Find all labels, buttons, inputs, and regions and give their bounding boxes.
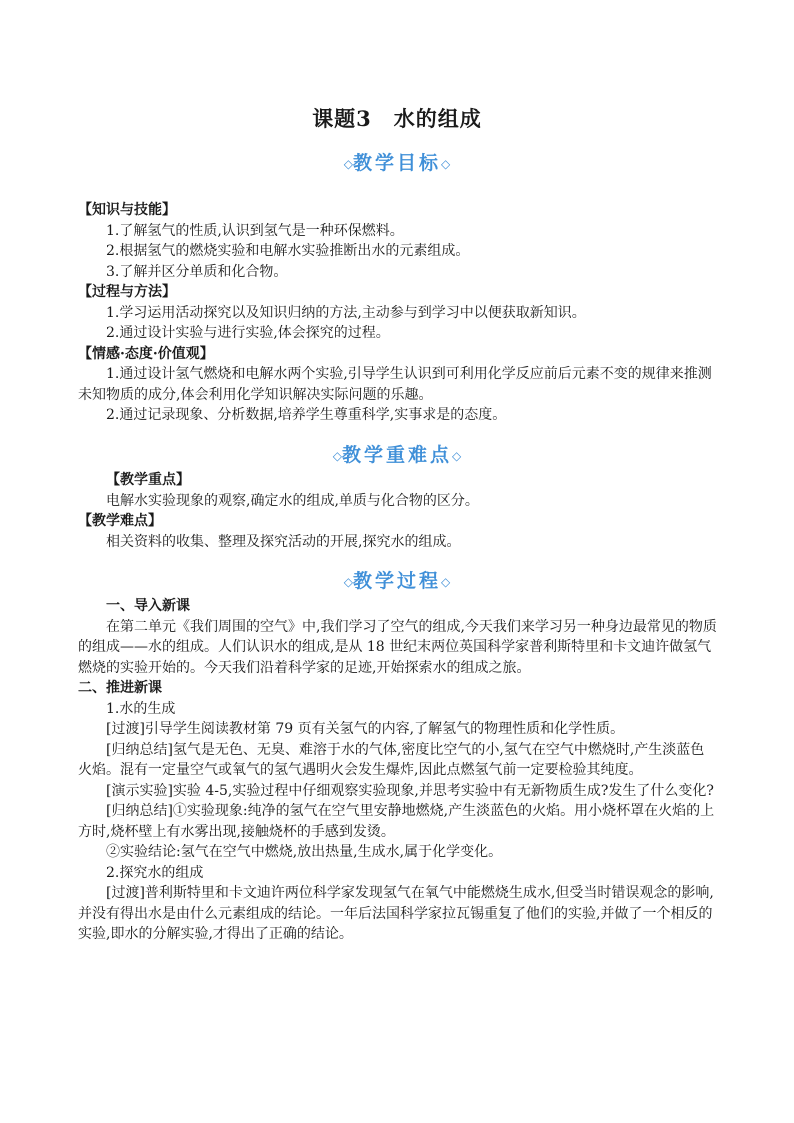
diamond-icon: ◇ — [441, 157, 451, 171]
section-heading-process — [0, 566, 794, 593]
difficulty-text: 相关资料的收集、整理及探究活动的开展,探究水的组成。 — [106, 533, 461, 550]
diamond-icon: ◇ — [343, 575, 353, 589]
knowledge-label: 【知识与技能】 — [78, 202, 176, 218]
diamond-icon: ◇ — [452, 449, 462, 463]
objectives-block — [78, 200, 718, 426]
part1-label: 一、导入新课 — [106, 598, 190, 614]
focus-text: 电解水实验现象的观察,确定水的组成,单质与化合物的区分。 — [106, 492, 479, 509]
keypoints-block — [78, 470, 718, 552]
method-label: 【过程与方法】 — [78, 284, 176, 300]
process-paragraph: [演示实验]实验 4-5,实验过程中仔细观察实验现象,并思考实验中有无新物质生成?发生了什么变化? — [106, 782, 714, 799]
diamond-icon: ◇ — [343, 157, 353, 171]
process-paragraph: [归纳总结]氢气是无色、无臭、难溶于水的气体,密度比空气的小,氢气在空气中燃烧时,产生淡蓝色火焰。混有一定量空气或氧气的氢气遇明火会发生爆炸,因此点燃氢气前一定要检验其纯度。 — [78, 741, 705, 778]
part1-text: 在第二单元《我们周围的空气》中,我们学习了空气的组成,今天我们来学习另一种身边最常见的物质的组成——水的组成。人们认识水的组成,是从 18 世纪末两位英国科学家普利斯特里和卡文迪许做氢气燃烧的实验开始的。今天我们沿着科学家的足迹,开始探索水的组成之旅。 — [78, 618, 717, 676]
focus-label: 【教学重点】 — [106, 472, 190, 488]
knowledge-item: 2.根据氢气的燃烧实验和电解水实验推断出水的元素组成。 — [106, 243, 470, 259]
section-heading-text: 教学目标 — [352, 152, 441, 174]
diamond-icon: ◇ — [332, 449, 342, 463]
section-heading-keypoints — [0, 440, 794, 467]
knowledge-item: 3.了解并区分单质和化合物。 — [106, 263, 288, 280]
subsection-title: 1.水的生成 — [106, 700, 176, 717]
process-block — [78, 596, 718, 945]
difficulty-label: 【教学难点】 — [78, 513, 162, 529]
page-title: 课题3 水的组成 — [312, 106, 482, 131]
method-item: 2.通过设计实验与进行实验,体会探究的过程。 — [106, 325, 390, 341]
subsection-title: 2.探究水的组成 — [106, 864, 204, 881]
method-item: 1.学习运用活动探究以及知识归纳的方法,主动参与到学习中以便获取新知识。 — [106, 304, 586, 321]
process-paragraph: ②实验结论:氢气在空气中燃烧,放出热量,生成水,属于化学变化。 — [106, 844, 503, 860]
knowledge-item: 1.了解氢气的性质,认识到氢气是一种环保燃料。 — [106, 222, 404, 239]
section-heading-text: 教学重难点 — [341, 444, 452, 466]
emotion-label: 【情感·态度·价值观】 — [78, 345, 214, 362]
emotion-item: 2.通过记录现象、分析数据,培养学生尊重科学,实事求是的态度。 — [106, 407, 507, 423]
diamond-icon: ◇ — [441, 575, 451, 589]
section-heading-objectives — [0, 148, 794, 175]
process-paragraph: [归纳总结]①实验现象:纯净的氢气在空气里安静地燃烧,产生淡蓝色的火焰。用小烧杯罩在火焰的上方时,烧杯壁上有水雾出现,接触烧杯的手感到发烫。 — [78, 803, 715, 840]
emotion-item: 1.通过设计氢气燃烧和电解水两个实验,引导学生认识到可利用化学反应前后元素不变的规律来推测未知物质的成分,体会利用化学知识解决实际问题的乐趣。 — [78, 366, 712, 403]
process-paragraph: [过渡]引导学生阅读教材第 79 页有关氢气的内容,了解氢气的物理性质和化学性质。 — [106, 721, 625, 737]
section-heading-text: 教学过程 — [352, 570, 441, 592]
process-paragraph: [过渡]普利斯特里和卡文迪许两位科学家发现氢气在氧气中能燃烧生成水,但受当时错误观念的影响,并没有得出水是由什么元素组成的结论。一年后法国科学家拉瓦锡重复了他们的实验,并做了一个相反的实验,即水的分解实验,才得出了正确的结论。 — [78, 885, 714, 942]
part2-label: 二、推进新课 — [78, 680, 162, 696]
